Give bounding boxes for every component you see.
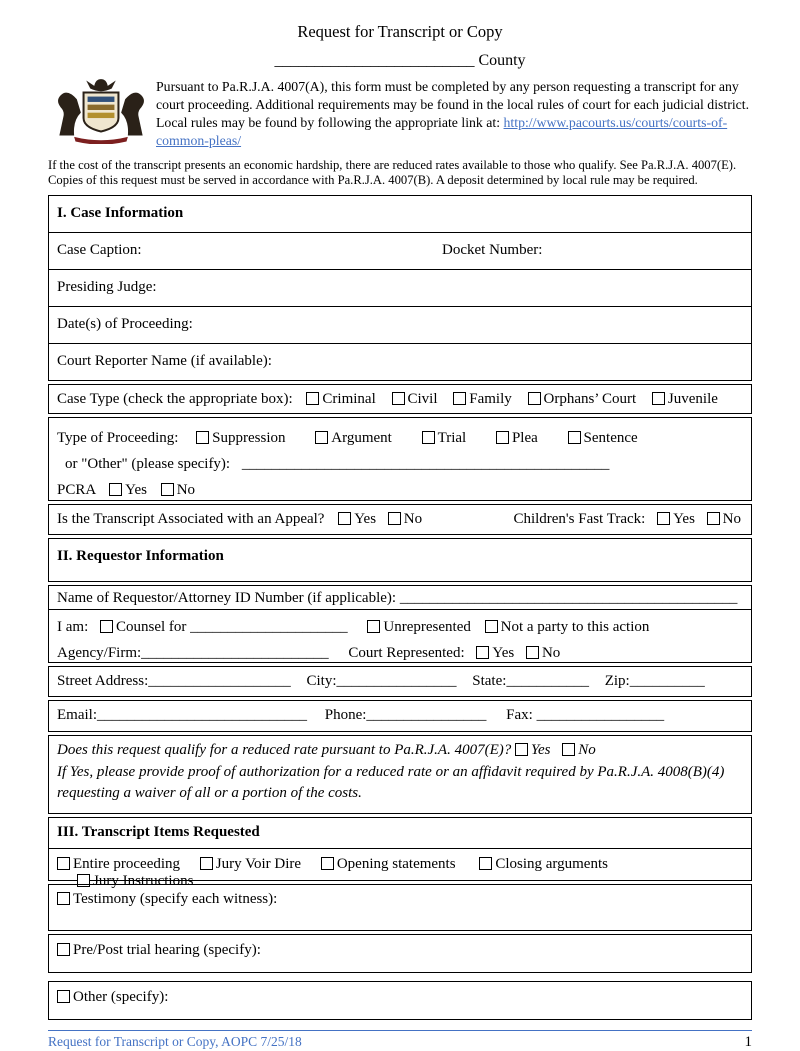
county-blank-field[interactable]: _________________________ <box>274 52 475 69</box>
section2-header <box>48 538 752 582</box>
agency-line <box>57 640 743 666</box>
pcra-yes-label: Yes <box>125 482 147 499</box>
city-label: City: <box>306 673 337 690</box>
court-represented-label: Court Represented: <box>348 645 465 662</box>
court-reporter-label: Court Reporter Name (if available): <box>57 353 272 370</box>
fast-track-yes-checkbox-icon[interactable] <box>657 512 670 525</box>
agency-field[interactable]: _________________________ <box>141 645 329 662</box>
counsel-for-label: Counsel for <box>116 619 191 636</box>
state-field[interactable]: ___________ <box>506 673 589 690</box>
plea-label: Plea <box>511 430 538 447</box>
pcra-yes[interactable] <box>109 482 147 498</box>
i-am-line <box>57 614 743 640</box>
row-transcript-items <box>48 848 752 890</box>
fast-track-no-label: No <box>722 511 741 528</box>
case-type-criminal[interactable] <box>306 391 375 407</box>
unrepresented-option[interactable] <box>367 619 470 635</box>
civil-label: Civil <box>407 391 438 408</box>
fast-track-group <box>513 511 741 528</box>
form-title: Request for Transcript or Copy <box>297 22 503 41</box>
appeal-yes-checkbox-icon[interactable] <box>338 512 351 525</box>
trial-checkbox-icon[interactable] <box>422 431 435 444</box>
trial-label: Trial <box>437 430 467 447</box>
court-rep-no-label: No <box>541 645 561 662</box>
fast-track-no[interactable] <box>707 511 741 527</box>
section1-title: I. Case Information <box>57 205 184 222</box>
street-address-label: Street Address: <box>57 673 149 690</box>
testimony-checkbox-icon[interactable] <box>57 892 70 905</box>
orphans-court-checkbox-icon[interactable] <box>528 392 541 405</box>
reduced-no-checkbox-icon[interactable] <box>562 743 575 756</box>
item-other[interactable] <box>57 989 168 1005</box>
pcra-no[interactable] <box>161 482 195 498</box>
zip-field[interactable]: __________ <box>629 673 705 690</box>
section2-title: II. Requestor Information <box>57 548 224 565</box>
city-field[interactable]: ________________ <box>336 673 457 690</box>
other-specify-label: or "Other" (please specify): <box>65 456 231 473</box>
criminal-label: Criminal <box>322 391 376 408</box>
other-item-label: Other (specify): <box>73 989 169 1006</box>
closing-arguments-checkbox-icon[interactable] <box>479 857 492 870</box>
section3-header <box>48 817 752 849</box>
court-represented-yes[interactable] <box>476 645 514 661</box>
row-dates-of-proceeding <box>48 306 752 344</box>
entire-proceeding-label: Entire proceeding <box>73 856 181 873</box>
county-line <box>48 52 752 70</box>
row-other-item <box>48 981 752 1020</box>
row-email <box>48 700 752 732</box>
fast-track-yes-label: Yes <box>673 511 695 528</box>
argument-label: Argument <box>331 430 392 447</box>
criminal-checkbox-icon[interactable] <box>306 392 319 405</box>
row-requestor-name <box>48 585 752 610</box>
section3-title: III. Transcript Items Requested <box>57 824 260 841</box>
case-type-label: Case Type (check the appropriate box): <box>57 391 293 408</box>
juvenile-label: Juvenile <box>667 391 718 408</box>
footer-page-number: 1 <box>744 1034 752 1051</box>
appeal-no[interactable] <box>388 511 422 527</box>
appeal-no-label: No <box>403 511 423 528</box>
closing-arguments-label: Closing arguments <box>495 856 608 873</box>
other-item-checkbox-icon[interactable] <box>57 990 70 1003</box>
phone-label: Phone: <box>324 707 367 724</box>
proceeding-trial[interactable] <box>422 430 467 446</box>
prepost-label: Pre/Post trial hearing (specify): <box>73 942 261 959</box>
civil-checkbox-icon[interactable] <box>392 392 405 405</box>
footer-form-id: Request for Transcript or Copy, AOPC 7/25/18 <box>48 1034 302 1050</box>
not-a-party-label: Not a party to this action <box>500 619 650 636</box>
suppression-label: Suppression <box>212 430 286 447</box>
opening-statements-checkbox-icon[interactable] <box>321 857 334 870</box>
intro-block <box>48 74 752 150</box>
sentence-label: Sentence <box>583 430 638 447</box>
row-case-caption <box>48 232 752 270</box>
suppression-checkbox-icon[interactable] <box>196 431 209 444</box>
plea-checkbox-icon[interactable] <box>496 431 509 444</box>
jury-instructions-label: Jury Instructions <box>93 873 194 890</box>
proceeding-suppression[interactable] <box>196 430 285 446</box>
pcra-no-checkbox-icon[interactable] <box>161 483 174 496</box>
zip-label: Zip: <box>604 673 630 690</box>
reduced-rate-note: If Yes, please provide proof of authorization for a reduced rate or an affidavit required by Pa.R.J.A. 4008(B)(4) requesting a waiver of all or a portion of the costs. <box>57 764 725 802</box>
row-prepost-hearing <box>48 934 752 973</box>
opening-statements-label: Opening statements <box>336 856 456 873</box>
juvenile-checkbox-icon[interactable] <box>652 392 665 405</box>
family-checkbox-icon[interactable] <box>453 392 466 405</box>
family-label: Family <box>469 391 512 408</box>
case-type-juvenile[interactable] <box>652 391 718 407</box>
appeal-label: Is the Transcript Associated with an Appeal? <box>57 511 325 528</box>
jury-voir-dire-checkbox-icon[interactable] <box>200 857 213 870</box>
unrepresented-label: Unrepresented <box>383 619 471 636</box>
testimony-label: Testimony (specify each witness): <box>73 891 278 908</box>
fax-field[interactable]: _________________ <box>536 707 665 724</box>
case-type-civil[interactable] <box>392 391 438 407</box>
email-label: Email: <box>57 707 97 724</box>
other-specify-line <box>57 451 743 477</box>
case-type-orphans-court[interactable] <box>528 391 637 407</box>
argument-checkbox-icon[interactable] <box>315 431 328 444</box>
docket-number-label: Docket Number: <box>442 242 543 259</box>
court-rep-yes-label: Yes <box>492 645 515 662</box>
item-testimony[interactable] <box>57 891 277 907</box>
case-type-family[interactable] <box>453 391 512 407</box>
item-opening-statements[interactable] <box>321 856 456 872</box>
appeal-yes-label: Yes <box>354 511 377 528</box>
proceeding-label: Type of Proceeding: <box>57 430 179 447</box>
row-presiding-judge <box>48 269 752 307</box>
row-i-am <box>48 609 752 663</box>
item-prepost-hearing[interactable] <box>57 942 261 958</box>
prepost-checkbox-icon[interactable] <box>57 943 70 956</box>
pennsylvania-coat-of-arms <box>48 74 152 150</box>
sentence-checkbox-icon[interactable] <box>568 431 581 444</box>
court-rep-yes-checkbox-icon[interactable] <box>476 646 489 659</box>
presiding-judge-label: Presiding Judge: <box>57 279 157 296</box>
reduced-yes-label: Yes <box>531 742 551 759</box>
row-reduced-rate <box>48 735 752 814</box>
intro-text: Pursuant to Pa.R.J.A. 4007(A), this form must be completed by any person requesting a transcript for any court proceeding. Additional requirements may be found in the local rules of court for each judicial district. Local rules may be found by following the appropriate link at: <box>156 79 750 130</box>
pcra-no-label: No <box>176 482 196 499</box>
row-court-reporter <box>48 343 752 381</box>
requestor-name-field[interactable]: _____________________________________________ <box>399 590 738 607</box>
court-rep-no-checkbox-icon[interactable] <box>526 646 539 659</box>
case-caption-label: Case Caption: <box>57 242 142 259</box>
counsel-for-checkbox-icon[interactable] <box>100 620 113 633</box>
requestor-name-label: Name of Requestor/Attorney ID Number (if applicable): <box>57 590 400 607</box>
agency-label: Agency/Firm: <box>57 645 142 662</box>
fast-track-label: Children's Fast Track: <box>513 511 646 528</box>
proceeding-plea[interactable] <box>496 430 538 446</box>
unrepresented-checkbox-icon[interactable] <box>367 620 380 633</box>
page-footer <box>48 1030 752 1051</box>
item-jury-voir-dire[interactable] <box>200 856 301 872</box>
not-a-party-option[interactable] <box>485 619 650 635</box>
reduced-rate-question: Does this request qualify for a reduced rate pursuant to Pa.R.J.A. 4007(E)? <box>57 742 515 759</box>
row-street-address <box>48 666 752 697</box>
court-represented-no[interactable] <box>526 645 560 661</box>
entire-proceeding-checkbox-icon[interactable] <box>57 857 70 870</box>
row-appeal <box>48 504 752 535</box>
row-testimony <box>48 884 752 931</box>
section1-header <box>48 195 752 233</box>
not-a-party-checkbox-icon[interactable] <box>485 620 498 633</box>
phone-field[interactable]: ________________ <box>366 707 487 724</box>
row-type-of-proceeding <box>48 417 752 501</box>
pcra-label: PCRA <box>57 482 96 499</box>
pcra-yes-checkbox-icon[interactable] <box>109 483 122 496</box>
other-specify-field[interactable]: _________________________________________________ <box>241 456 610 473</box>
appeal-no-checkbox-icon[interactable] <box>388 512 401 525</box>
reduced-rate-yes[interactable] <box>515 742 550 758</box>
item-entire-proceeding[interactable] <box>57 856 180 872</box>
proceeding-argument[interactable] <box>315 430 392 446</box>
orphans-court-label: Orphans’ Court <box>543 391 637 408</box>
reduced-rate-question-line <box>57 742 743 759</box>
row-case-type <box>48 384 752 414</box>
fast-track-yes[interactable] <box>657 511 695 527</box>
pacourts-link[interactable]: http://www.pacourts.us/courts/courts-of-common-pleas/ <box>156 114 728 148</box>
item-closing-arguments[interactable] <box>479 856 608 872</box>
counsel-for-option[interactable] <box>100 619 190 635</box>
fast-track-no-checkbox-icon[interactable] <box>707 512 720 525</box>
dates-of-proceeding-label: Date(s) of Proceeding: <box>57 316 193 333</box>
counsel-for-field[interactable]: _____________________ <box>190 619 348 636</box>
county-label: County <box>474 52 526 69</box>
email-field[interactable]: ____________________________ <box>97 707 307 724</box>
intro-paragraph <box>152 74 752 150</box>
proceeding-sentence[interactable] <box>568 430 638 446</box>
street-address-field[interactable]: ___________________ <box>148 673 291 690</box>
hardship-note: If the cost of the transcript presents an economic hardship, there are reduced rates available to those who qualify. See Pa.R.J.A. 4007(E). Copies of this request must be served in accordance with Pa.R.J.A. 4007(B). A deposit determined by local rule may be required. <box>48 157 737 188</box>
i-am-label: I am: <box>57 619 89 636</box>
appeal-yes[interactable] <box>338 511 376 527</box>
reduced-rate-no[interactable] <box>562 742 596 758</box>
proceeding-types-line <box>57 425 743 451</box>
pcra-line <box>57 477 743 503</box>
jury-voir-dire-label: Jury Voir Dire <box>215 856 302 873</box>
fax-label: Fax: <box>506 707 537 724</box>
reduced-no-label: No <box>578 742 596 759</box>
reduced-yes-checkbox-icon[interactable] <box>515 743 528 756</box>
state-label: State: <box>472 673 507 690</box>
